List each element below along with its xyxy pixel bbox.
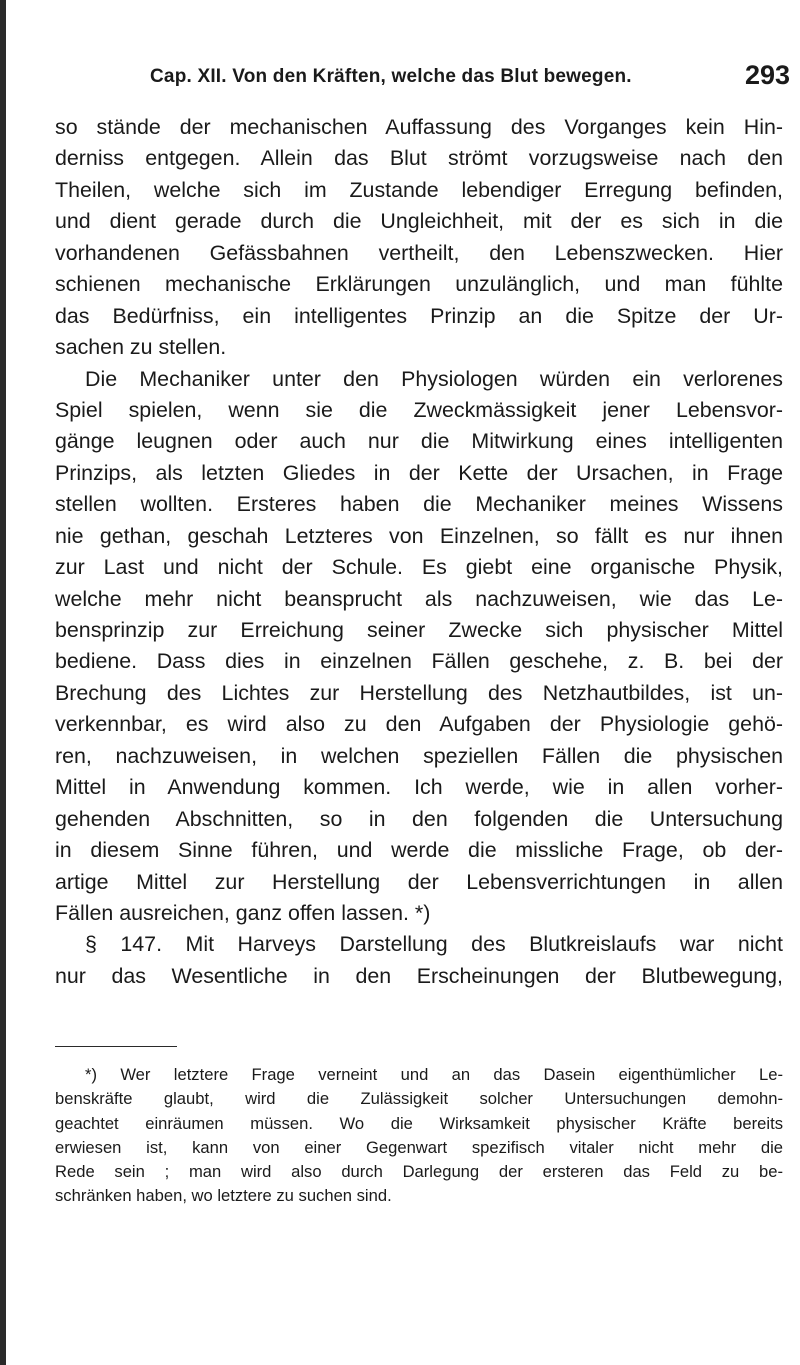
- text-line: das Bedürfniss, ein intelligentes Prinzip an die Spitze der Ur-: [55, 303, 783, 328]
- text-line: bensprinzip zur Erreichung seiner Zwecke sich physischer Mittel: [55, 618, 783, 642]
- footnote-line: Rede sein ; man wird also durch Darlegung der ersteren das Feld zu be-: [55, 1162, 783, 1182]
- text-line: vorhandenen Gefässbahnen vertheilt, den Lebenszwecken. Hier: [55, 240, 783, 265]
- text-line: zur Last und nicht der Schule. Es giebt eine organische Physik,: [55, 555, 783, 580]
- text-line: Die Mechaniker unter den Physiologen würden ein verlorenes: [85, 366, 783, 391]
- text-line: nur das Wesentliche in den Erscheinungen der Blutbewegung,: [55, 963, 783, 988]
- text-line: derniss entgegen. Allein das Blut strömt vorzugsweise nach den: [55, 146, 783, 171]
- text-line: § 147. Mit Harveys Darstellung des Blutkreislaufs war nicht: [85, 932, 783, 957]
- text-line: sachen zu stellen.: [55, 335, 227, 360]
- text-line: gänge leugnen oder auch nur die Mitwirkung eines intelligenten: [55, 429, 783, 454]
- page-binding-edge: [0, 0, 6, 1365]
- text-line: schienen mechanische Erklärungen unzulänglich, und man fühlte: [55, 272, 783, 297]
- text-line: bediene. Dass dies in einzelnen Fällen geschehe, z. B. bei der: [55, 649, 783, 674]
- main-text: [55, 112, 783, 992]
- footnote-line: geachtet einräumen müssen. Wo die Wirksamkeit physischer Kräfte bereits: [55, 1113, 783, 1133]
- text-line: ren, nachzuweisen, in welchen speziellen Fällen die physischen: [55, 743, 783, 768]
- text-line: stellen wollten. Ersteres haben die Mechaniker meines Wissens: [55, 492, 783, 517]
- text-line: Theilen, welche sich im Zustande lebendiger Erregung befinden,: [55, 177, 783, 202]
- footnote-line: *) Wer letztere Frage verneint und an das Dasein eigenthümlicher Le-: [85, 1065, 783, 1084]
- text-line: Spiel spielen, wenn sie die Zweckmässigkeit jener Lebensvor-: [55, 397, 783, 422]
- footnote-divider: [55, 1046, 177, 1047]
- text-line: nie gethan, geschah Letzteres von Einzelnen, so fällt es nur ihnen: [55, 523, 783, 548]
- page-number: 293: [744, 60, 790, 90]
- text-line: Prinzips, als letzten Gliedes in der Kette der Ursachen, in Frage: [55, 460, 783, 485]
- footnote-line: schränken haben, wo letztere zu suchen sind.: [55, 1186, 392, 1206]
- text-line: gehenden Abschnitten, so in den folgenden die Untersuchung: [55, 806, 783, 831]
- text-line: verkennbar, es wird also zu den Aufgaben der Physiologie gehö-: [55, 712, 783, 737]
- footnote-line: benskräfte glaubt, wird die Zulässigkeit solcher Untersuchungen demohn-: [55, 1089, 783, 1109]
- text-line: so stände der mechanischen Auffassung des Vorganges kein Hin-: [55, 115, 783, 139]
- text-line: Fällen ausreichen, ganz offen lassen. *): [55, 900, 431, 925]
- text-line: Mittel in Anwendung kommen. Ich werde, wie in allen vorher-: [55, 775, 783, 800]
- text-line: welche mehr nicht beansprucht als nachzuweisen, wie das Le-: [55, 586, 783, 611]
- text-line: artige Mittel zur Herstellung der Lebensverrichtungen in allen: [55, 869, 783, 894]
- text-line: in diesem Sinne führen, und werde die missliche Frage, ob der-: [55, 838, 783, 863]
- footnote: [55, 1063, 783, 1209]
- page-header: [150, 60, 790, 94]
- footnote-line: erwiesen ist, kann von einer Gegenwart spezifisch vitaler nicht mehr die: [55, 1137, 783, 1157]
- running-title: Cap. XII. Von den Kräften, welche das Blut bewegen.: [150, 66, 632, 87]
- text-line: Brechung des Lichtes zur Herstellung des Netzhautbildes, ist un-: [55, 680, 783, 705]
- text-line: und dient gerade durch die Ungleichheit, mit der es sich in die: [55, 209, 783, 234]
